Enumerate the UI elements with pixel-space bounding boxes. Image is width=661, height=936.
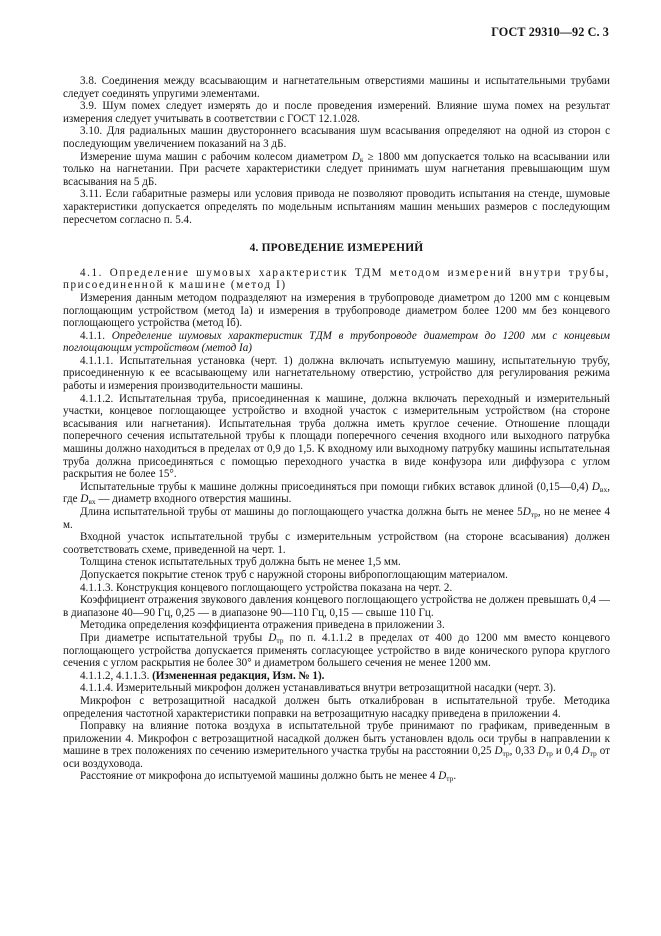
subscript: вх [88, 497, 96, 507]
paragraph-3-11: 3.11. Если габаритные размеры или условия привода не позволяют проводить испытания на стенде, шумовые характеристики допускается определять по модельным испытаниям машин меньших размеров с последующим пересчетом согласно п. 5.4. [63, 188, 610, 226]
paragraph-method-appendix-3: Методика определения коэффициента отражения приведена в приложении 3. [80, 619, 445, 632]
text-run: от оси воздуховода. [63, 745, 610, 770]
subscript: тр [502, 749, 510, 759]
paragraph-4-1-1 [63, 330, 610, 355]
text-run: , где [63, 480, 610, 506]
paragraph-horn-device [63, 632, 610, 670]
paragraph-4-1-1-4: 4.1.1.4. Измерительный микрофон должен устанавливаться внутри ветрозащитной насадки (черт. 3). [80, 682, 556, 695]
subscript: к [359, 154, 364, 164]
symbol-d: D [268, 631, 277, 644]
text-run: Испытательные трубы к машине должны присоединяться при помощи гибких вставок длиной (0,15—0,4) [80, 480, 592, 493]
symbol-d: D [351, 150, 360, 163]
subscript: тр [545, 749, 553, 759]
paragraph-3-10: 3.10. Для радиальных машин двустороннего всасывания шум всасывания определяют на одной из сторон с последующим увеличением показаний на 3 дБ. [63, 125, 610, 150]
paragraph-amendment-note [63, 670, 610, 683]
symbol-d: D [581, 745, 590, 758]
amendment-label: (Измененная редакция, Изм. № 1). [152, 669, 325, 682]
paragraph-microphone-distance [63, 770, 610, 783]
text-run: 4.1.1.2, 4.1.1.3. [80, 669, 153, 682]
symbol-d: D [494, 745, 503, 758]
symbol-d: D [522, 506, 531, 518]
page-content [63, 75, 610, 783]
subscript: тр [276, 635, 284, 645]
paragraph-3-9: 3.9. Шум помех следует измерять до и после проведения измерений. Влияние шума помех на результат измерения следует учитывать в соответствии с ГОСТ 12.1.028. [63, 100, 610, 125]
paragraph-4-1-method: Измерения данным методом подразделяют на измерения в трубопроводе диаметром до 1200 мм с концевым поглощающим устройством (метод Iа) и измерения в трубопроводе диаметром более 1200 мм без концевого поглощающего устройства (метод Iб). [63, 291, 610, 330]
subscript: тр [589, 749, 597, 759]
symbol-d: D [438, 770, 447, 783]
paragraph-inlet-section: Входной участок испытательной трубы с измерительным устройством (на стороне всасывания) должен соответствовать схеме, приведенной на черт. 1. [63, 531, 610, 556]
section-title: 4. ПРОВЕДЕНИЕ ИЗМЕРЕНИЙ [249, 242, 424, 255]
text-run: Длина испытательной трубы от машины до поглощающего участка должна быть не менее 5 [80, 506, 523, 518]
subscript: тр [446, 774, 454, 784]
text-run: . [453, 770, 457, 783]
paragraph-flex-inserts [63, 481, 610, 506]
clause-title: Определение шумовых характеристик ТДМ в трубопроводе диаметром до 1200 мм с концевым поглощающим устройством (метод Iа) [63, 329, 610, 355]
subscript: вх [599, 484, 608, 494]
clause-number: 4.1.1. [80, 329, 105, 342]
page-header: ГОСТ 29310—92 С. 3 [491, 25, 609, 39]
paragraph-4-1-1-2: 4.1.1.2. Испытательная труба, присоединенная к машине, должна включать переходный и измерительный участки, концевое поглощающее устройство и входной участок с измерительным устройством (на стороне всасывания или нагнетания). Испытательная труба должна иметь круглое сечение. Отношение площади поперечного сечения испытательной трубы к площади поперечного сечения входного или выходного патрубка машины должно находиться в пределах от 0,9 до 1,5. К входному или выходному патрубку машины испытательная труба должна присоединяться с помощью переходного участка в виде конфузора или диффузора с углом раскрытия не более 15°. [63, 392, 610, 481]
paragraph-4-1: 4.1. Определение шумовых характеристик ТДМ методом измерений внутри трубы, присоединенной к машине (метод I) [63, 266, 610, 292]
text-run: Поправку на влияние потока воздуха в испытательной трубе принимают по графикам, приведенным в приложении 4. Микрофон с ветрозащитной насадкой должен быть установлен вдоль оси трубы в направлении к машине в трех положениях по сечению измерительного участка трубы на расстоянии 0,25 [63, 720, 610, 758]
paragraph-reflection-coefficient: Коэффициент отражения звукового давления концевого поглощающего устройства не должен превышать 0,4 — в диапазоне 40—90 Гц, 0,25 — в диапазоне 90—110 Гц, 0,15 — свыше 110 Гц. [63, 594, 610, 619]
paragraph-calibration: Микрофон с ветрозащитной насадкой должен быть откалиброван в испытательной трубе. Методика определения частотной характеристики поправки на ветрозащитную насадку приведена в приложении 4. [63, 694, 610, 720]
subscript: тр [530, 510, 538, 519]
paragraph-pipe-length [63, 506, 610, 531]
text-run: ≥ 1800 мм допускается только на всасывании или только на нагнетании. При расчете характеристики следует принимать шум нагнетания превышающим шум всасывания на 5 дБ. [63, 150, 610, 188]
paragraph-4-1-1-1: 4.1.1.1. Испытательная установка (черт. 1) должна включать испытуемую машину, испытательную трубу, присоединенную к ее всасывающему или нагнетательному отверстию, устройство для регулирования режима работы и измерения производительности машины. [63, 354, 610, 393]
symbol-d: D [80, 493, 89, 506]
paragraph-airflow-correction [63, 720, 610, 770]
text-run: и 0,4 [552, 745, 582, 758]
paragraph-wall-coating: Допускается покрытие стенок труб с наружной стороны вибропоглощающим материалом. [80, 568, 508, 581]
text-run: Измерение шума машин с рабочим колесом диаметром [80, 150, 348, 163]
text-run: Расстояние от микрофона до испытуемой машины должно быть не менее 4 [80, 770, 439, 783]
text-run: При диаметре испытательной трубы [80, 631, 269, 644]
paragraph-3-10-diameter [63, 151, 610, 189]
paragraph-4-1-1-3: 4.1.1.3. Конструкция концевого поглощающего устройства показана на черт. 2. [80, 581, 453, 594]
text-run: , но не менее 4 м. [63, 506, 610, 531]
text-run: , 0,33 [509, 745, 538, 758]
symbol-d: D [591, 480, 600, 493]
paragraph-3-8: 3.8. Соединения между всасывающим и нагнетательным отверстиями машины и испытательными трубами следует соединять упругими элементами. [63, 75, 610, 100]
paragraph-wall-thickness: Толщина стенок испытательных труб должна быть не менее 1,5 мм. [80, 556, 401, 569]
symbol-d: D [537, 745, 546, 758]
text-run: — диаметр входного отверстия машины. [95, 493, 292, 506]
text-run: по п. 4.1.1.2 в пределах от 400 до 1200 мм вместо концевого поглощающего устройства допускается применять согласующее устройство в виде конического рупора круглого сечения с углом раскрытия не более 30° и диаметром большего сечения не менее 1200 мм. [63, 631, 610, 670]
